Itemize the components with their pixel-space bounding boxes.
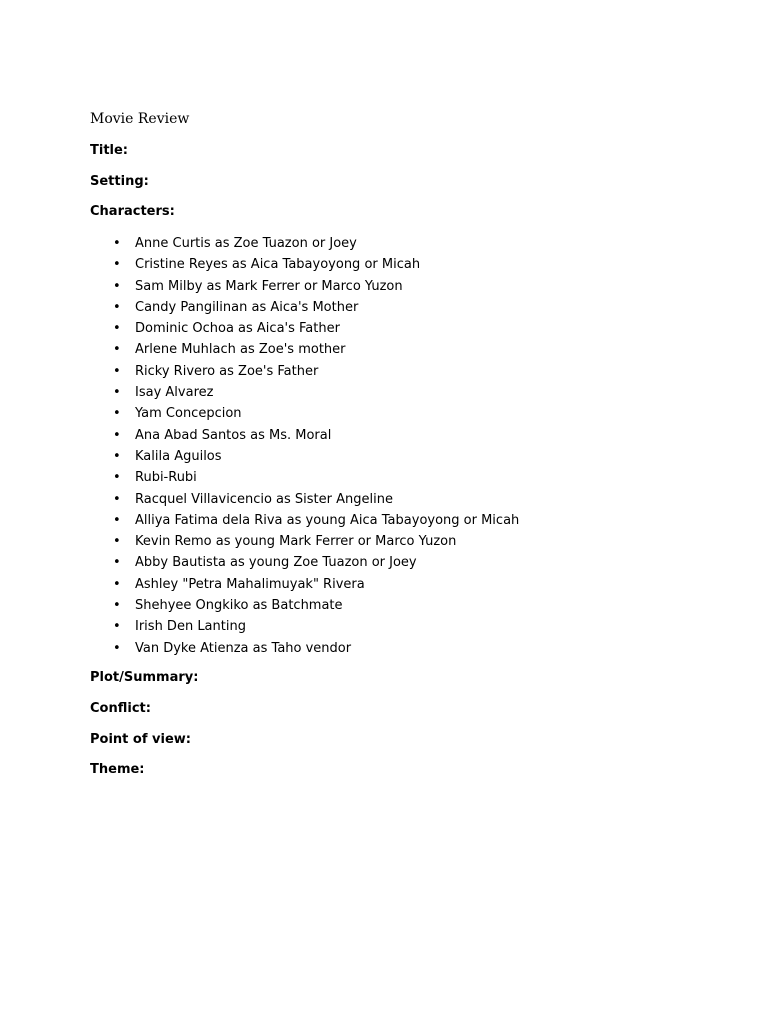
list-item: • Shehyee Ongkiko as Batchmate xyxy=(90,595,519,616)
list-item: • Arlene Muhlach as Zoe's mother xyxy=(90,339,519,360)
list-item: • Anne Curtis as Zoe Tuazon or Joey xyxy=(90,233,519,254)
list-item: • Van Dyke Atienza as Taho vendor xyxy=(90,638,519,659)
plot-summary-label: Plot/Summary: xyxy=(90,670,199,685)
page-title: Movie Review xyxy=(90,111,190,127)
title-label: Title: xyxy=(90,143,129,158)
list-item: • Ashley "Petra Mahalimuyak" Rivera xyxy=(90,574,519,595)
list-item: • Kalila Aguilos xyxy=(90,446,519,467)
list-item: • Yam Concepcion xyxy=(90,403,519,424)
list-item: • Isay Alvarez xyxy=(90,382,519,403)
list-item: • Racquel Villavicencio as Sister Angeline xyxy=(90,489,519,510)
characters-label: Characters: xyxy=(90,204,175,219)
list-item: • Dominic Ochoa as Aica's Father xyxy=(90,318,519,339)
characters-list xyxy=(90,233,519,659)
list-item: • Alliya Fatima dela Riva as young Aica Tabayoyong or Micah xyxy=(90,510,519,531)
list-item: • Ricky Rivero as Zoe's Father xyxy=(90,361,519,382)
list-item: • Cristine Reyes as Aica Tabayoyong or Micah xyxy=(90,254,519,275)
list-item: • Candy Pangilinan as Aica's Mother xyxy=(90,297,519,318)
setting-label: Setting: xyxy=(90,174,149,189)
list-item: • Abby Bautista as young Zoe Tuazon or Joey xyxy=(90,552,519,573)
list-item: • Rubi-Rubi xyxy=(90,467,519,488)
list-item: • Irish Den Lanting xyxy=(90,616,519,637)
theme-label: Theme: xyxy=(90,762,145,777)
list-item: • Ana Abad Santos as Ms. Moral xyxy=(90,425,519,446)
conflict-label: Conflict: xyxy=(90,701,151,716)
point-of-view-label: Point of view: xyxy=(90,732,191,747)
list-item: • Kevin Remo as young Mark Ferrer or Marco Yuzon xyxy=(90,531,519,552)
list-item: • Sam Milby as Mark Ferrer or Marco Yuzon xyxy=(90,276,519,297)
